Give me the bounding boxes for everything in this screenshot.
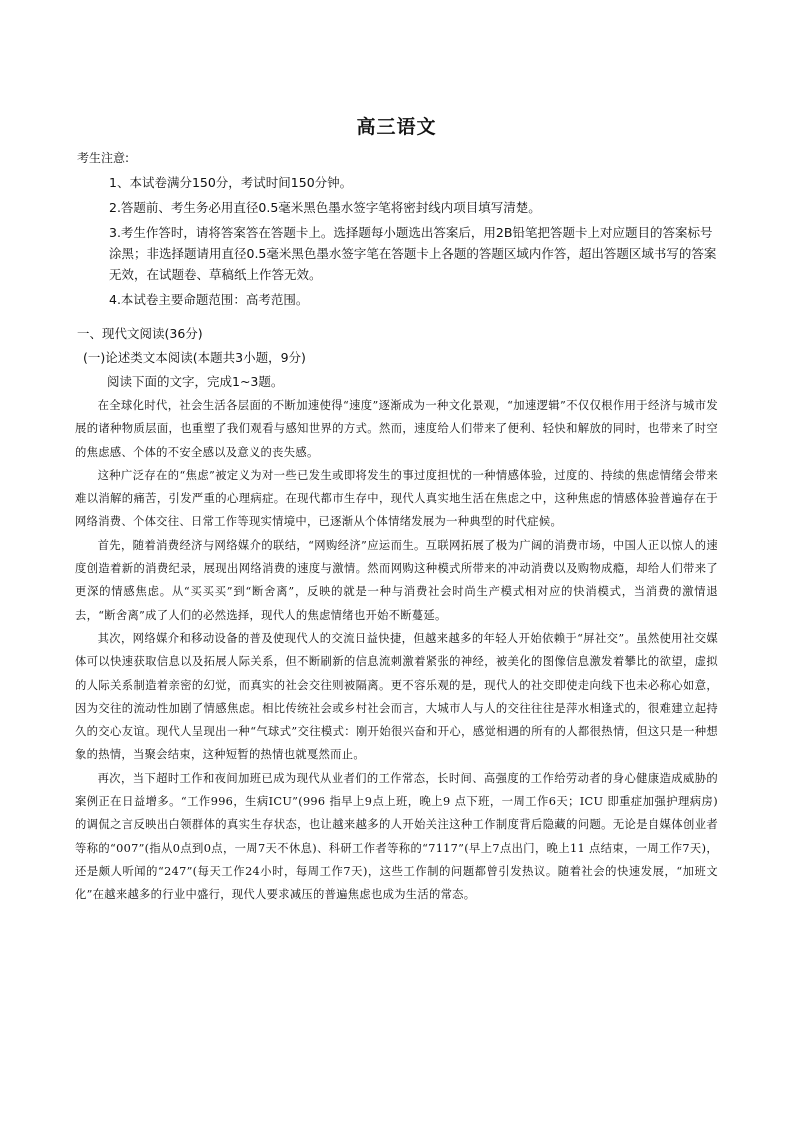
passage-paragraph: 首先，随着消费经济与网络媒介的联结，“网购经济”应运而生。互联网拓展了极为广阔的消费市场，中国人正以惊人的速度创造着新的消费纪录，展现出网络消费的速度与激情。然而网购这种模式所带来的冲动消费以及购物成瘾，却给人们带来了更深的情感焦虑。从“买买买”到“断舍离”，反映的就是一种与消费社会时尚生产模式相对应的快消模式，当消费的激情退去，“断舍离”成了人们的必然选择，现代人的焦虑情绪也开始不断蔓延。 <box>75 538 718 622</box>
notice-item: 1、本试卷满分150分，考试时间150分钟。 <box>109 175 353 190</box>
passage-paragraph: 其次，网络媒介和移动设备的普及使现代人的交流日益快捷，但越来越多的年轻人开始依赖于“屏社交”。虽然使用社交媒体可以快速获取信息以及拓展人际关系，但不断刷新的信息流刺激着紧张的神经，被美化的图像信息激发着攀比的欲望，虚拟的人际关系制造着亲密的幻觉，而真实的社会交往则被隔离。更不容乐观的是，现代人的社交即使走向线下也未必称心如意，因为交往的流动性加剧了情感焦虑。相比传统社会或乡村社会而言，大城市人与人的交往往往是萍水相逢式的，很难建立起持久的交心友谊。现代人呈现出一种“气球式”交往模式：刚开始很兴奋和开心，感觉相遇的所有的人都很热情，但这只是一种想象的热情，当聚会结束，这种短暂的热情也就戛然而止。 <box>75 631 718 762</box>
reading-passage <box>75 394 718 907</box>
subsection-heading: (一)论述类文本阅读(本题共3小题，9分) <box>83 350 306 365</box>
passage-paragraph: 这种广泛存在的“焦虑”被定义为对一些已发生或即将发生的事过度担忧的一种情感体验，过度的、持续的焦虑情绪会带来难以消解的痛苦，引发严重的心理病症。在现代都市生存中，现代人真实地生活在焦虑之中，这种焦虑的情感体验普遍存在于网络消费、个体交往、日常工作等现实情境中，已逐渐从个体情绪发展为一种典型的时代症候。 <box>75 468 718 529</box>
section-modern-reading <box>75 324 718 907</box>
passage-paragraph: 再次，当下超时工作和夜间加班已成为现代从业者们的工作常态，长时间、高强度的工作给劳动者的身心健康造成威胁的案例正在日益增多。“工作996，生病ICU”(996 指早上9点上班，晚上9 点下班，一周工作6天；ICU 即重症加强护理病房)的调侃之言反映出白领群体的真实生存状态，也让越来越多的人开始关注这种工作制度背后隐藏的问题。无论是自媒体创业者等称的“007”(指从0点到0点，一周7天不休息)、科研工作者等称的“7117”(早上7点出门，晚上11 点结束，一周工作7天)，还是颇人听闻的“247”(每天工作24小时，每周工作7天)，这些工作制的问题都曾引发热议。随着社会的快速发展，“加班文化”在越来越多的行业中盛行，现代人要求减压的普遍焦虑也成为生活的常态。 <box>75 771 718 902</box>
notice-item: 3.考生作答时，请将答案答在答题卡上。选择题每小题选出答案后，用2B铅笔把答题卡上对应题目的答案标号涂黑；非选择题请用直径0.5毫米黑色墨水签字笔在答题卡上各题的答题区域内作答，超出答题区域书写的答案无效，在试题卷、草稿纸上作答无效。 <box>109 225 717 282</box>
passage-paragraph: 在全球化时代，社会生活各层面的不断加速使得“速度”逐渐成为一种文化景观，“加速逻辑”不仅仅根作用于经济与城市发展的诸种物质层面，也重塑了我们观看与感知世界的方式。然而，速度给人们带来了便利、轻快和解放的同时，也带来了时空的焦虑感、个体的不安全感以及意义的丧失感。 <box>75 399 718 459</box>
notice-item: 4.本试卷主要命题范围：高考范围。 <box>109 292 309 307</box>
notice-block <box>75 149 718 310</box>
section-heading: 一、现代文阅读(36分) <box>77 326 203 341</box>
notice-heading: 考生注意: <box>77 151 130 165</box>
notice-item: 2.答题前、考生务必用直径0.5毫米黑色墨水签字笔将密封线内项目填写清楚。 <box>109 200 541 215</box>
reading-instruction: 阅读下面的文字，完成1~3题。 <box>107 374 284 389</box>
page-title: 高三语文 <box>356 116 437 138</box>
